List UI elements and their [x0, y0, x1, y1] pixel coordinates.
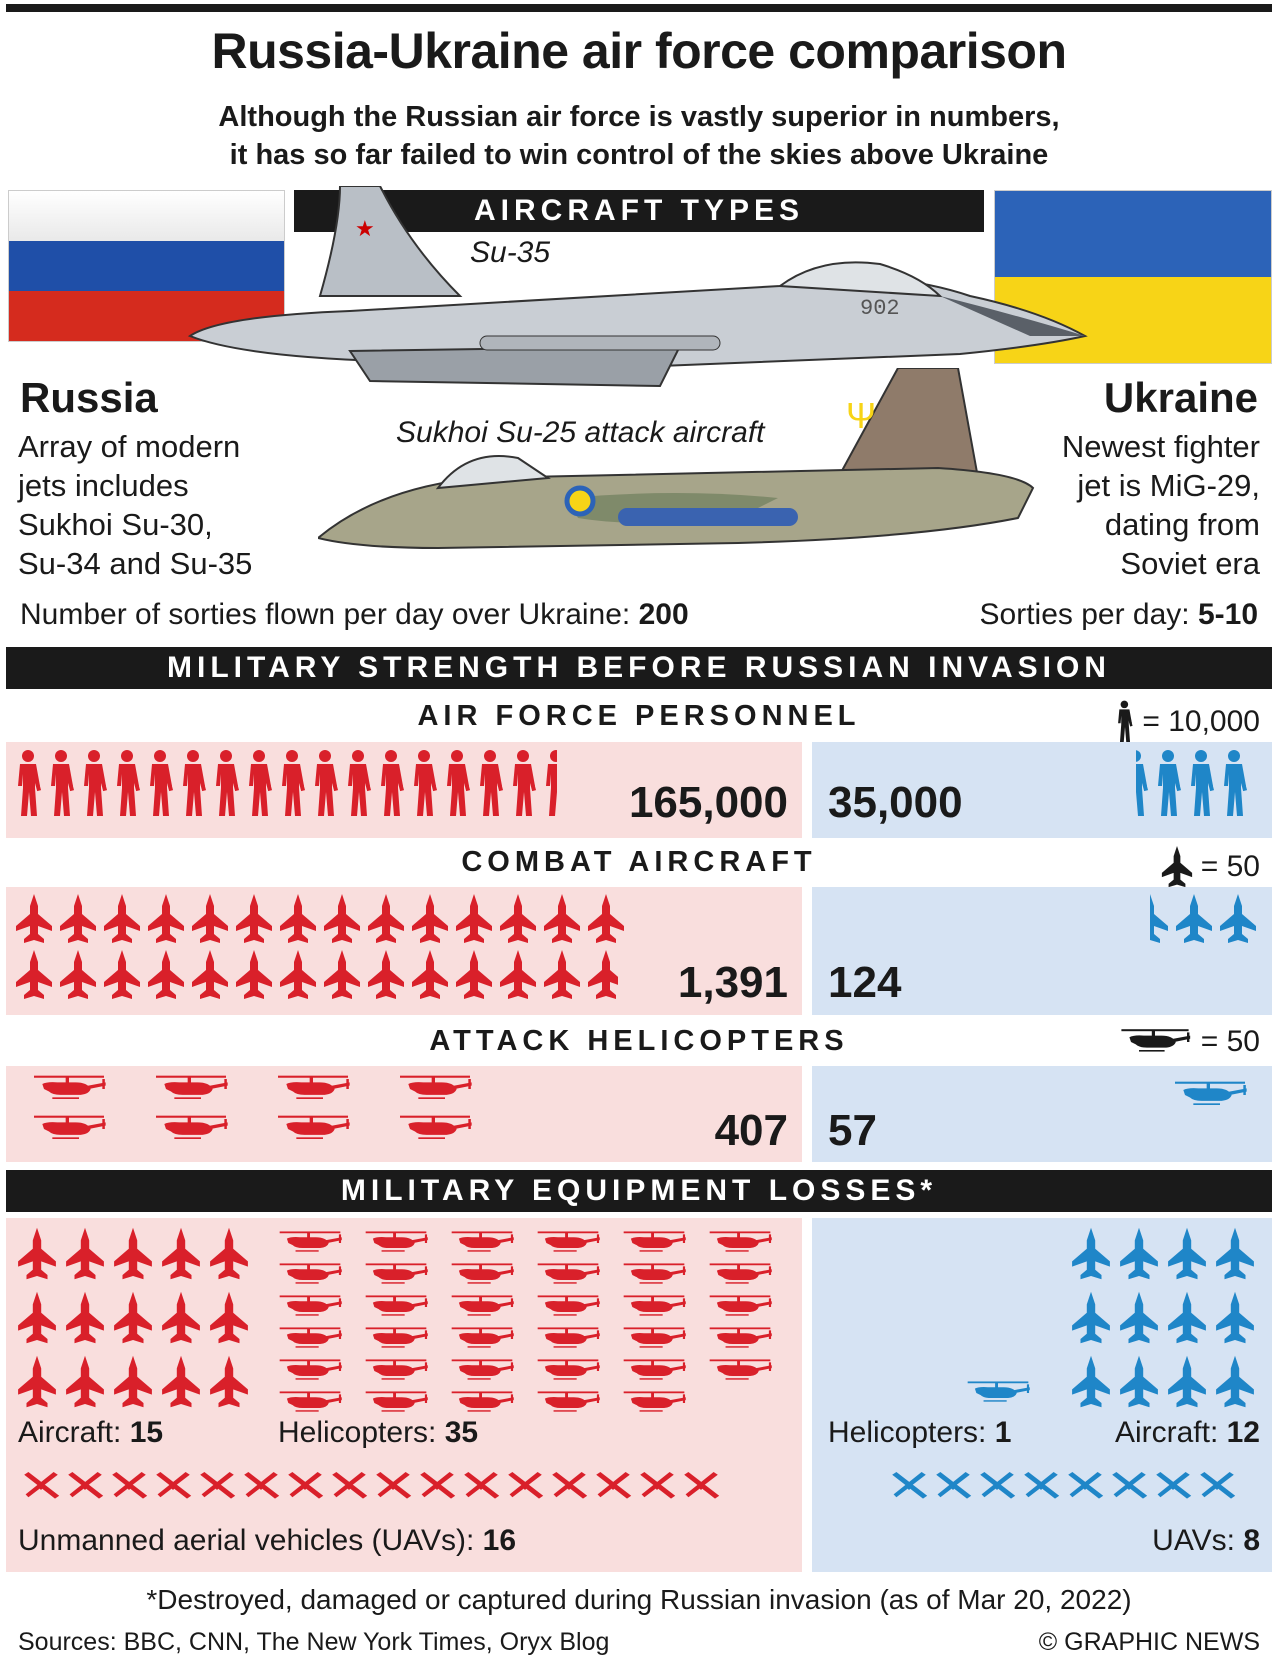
subtitle-line-1: Although the Russian air force is vastly superior in numbers,	[218, 101, 1060, 133]
uav-icon	[416, 1466, 458, 1506]
jet-icon	[1174, 894, 1214, 944]
jet-icon	[410, 894, 450, 944]
uav-icon	[592, 1466, 634, 1506]
uav-icon	[20, 1466, 62, 1506]
helicopter-icon	[272, 1230, 348, 1256]
losses-header: MILITARY EQUIPMENT LOSSES*	[6, 1170, 1272, 1212]
jet-icon	[542, 894, 582, 944]
helicopter-icon	[136, 1114, 246, 1144]
aircraft-legend	[1159, 846, 1260, 888]
uav-icon	[976, 1466, 1018, 1506]
helicopter-icon	[272, 1390, 348, 1416]
jet-icon	[278, 894, 318, 944]
jet-icon	[16, 1226, 58, 1282]
ukraine-description	[1062, 427, 1260, 583]
aircraft-section-title: COMBAT AIRCRAFT	[461, 846, 817, 878]
jet-icon	[16, 1290, 58, 1346]
footnote: *Destroyed, damaged or captured during Russian invasion (as of Mar 20, 2022)	[146, 1584, 1132, 1615]
jet-icon	[1214, 1226, 1256, 1282]
helicopter-icon	[444, 1294, 520, 1320]
helicopter-icon	[272, 1262, 348, 1288]
helicopter-icon	[444, 1358, 520, 1384]
soldier-icon	[476, 749, 506, 819]
ukraine-aircraft-value: 124	[828, 958, 902, 1007]
credit: © GRAPHIC NEWS	[1038, 1628, 1260, 1656]
helicopter-icon	[444, 1326, 520, 1352]
personnel-section-title: AIR FORCE PERSONNEL	[417, 700, 861, 732]
su25-label: Sukhoi Su-25 attack aircraft	[396, 416, 765, 449]
helicopter-icon	[530, 1262, 606, 1288]
uav-icon	[108, 1466, 150, 1506]
russia-loss-uav-label	[18, 1524, 516, 1558]
russia-desc-line: Array of modern	[18, 429, 241, 464]
helicopter-icon	[616, 1230, 692, 1256]
soldier-icon	[14, 749, 44, 819]
uav-icon	[680, 1466, 722, 1506]
jet-icon	[64, 1290, 106, 1346]
jet-icon	[1070, 1226, 1112, 1282]
su35-tail-number: 902	[860, 296, 900, 321]
jet-icon	[586, 950, 618, 1000]
jet-icon	[14, 950, 54, 1000]
uav-icon	[1196, 1466, 1238, 1506]
russia-description	[18, 427, 252, 583]
page-subtitle	[0, 98, 1278, 174]
russia-loss-aircraft-label	[18, 1416, 163, 1450]
russia-loss-aircraft-text: Aircraft:	[18, 1416, 130, 1449]
helicopter-icon	[616, 1390, 692, 1416]
russia-loss-helicopters-value: 35	[444, 1416, 479, 1449]
jet-icon	[190, 894, 230, 944]
uav-icon	[888, 1466, 930, 1506]
ukraine-loss-aircraft-label	[1115, 1416, 1260, 1450]
helicopter-icon	[272, 1358, 348, 1384]
jet-icon	[366, 950, 406, 1000]
helicopter-icon	[258, 1114, 368, 1144]
helicopter-icon	[702, 1326, 778, 1352]
jet-icon	[1070, 1354, 1112, 1410]
ukraine-loss-aircraft-value: 12	[1226, 1416, 1260, 1449]
ukraine-loss-helicopters-value: 1	[994, 1416, 1012, 1449]
soldier-icon	[1154, 749, 1184, 819]
jet-icon	[1070, 1290, 1112, 1346]
helicopter-icon	[702, 1358, 778, 1384]
uav-icon	[328, 1466, 370, 1506]
ukraine-personnel-icons	[1136, 749, 1253, 819]
helicopter-icon	[530, 1230, 606, 1256]
helicopter-icon	[136, 1074, 246, 1104]
jet-icon	[454, 950, 494, 1000]
ukraine-desc-line: dating from	[1104, 507, 1260, 542]
russia-desc-line: Sukhoi Su-30,	[18, 507, 213, 542]
ukraine-name: Ukraine	[1103, 374, 1258, 421]
russia-loss-uav-text: Unmanned aerial vehicles (UAVs):	[18, 1524, 483, 1557]
ukraine-aircraft-icons	[1150, 894, 1262, 944]
jet-icon	[64, 1226, 106, 1282]
russia-loss-helicopters-label	[278, 1416, 478, 1450]
personnel-legend-value: = 10,000	[1142, 705, 1260, 738]
russia-name: Russia	[20, 374, 158, 421]
russia-loss-helicopter-icons	[272, 1230, 802, 1416]
jet-icon	[112, 1354, 154, 1410]
uav-icon	[1020, 1466, 1062, 1506]
red-star-icon: ★	[355, 216, 375, 241]
ukraine-loss-uav-label	[1152, 1524, 1260, 1558]
jet-icon	[234, 894, 274, 944]
uav-icon	[548, 1466, 590, 1506]
jet-icon	[586, 894, 626, 944]
jet-icon	[322, 894, 362, 944]
jet-icon	[58, 950, 98, 1000]
helicopter-icon	[258, 1074, 368, 1104]
uav-icon	[1064, 1466, 1106, 1506]
helicopter-icon	[444, 1230, 520, 1256]
helicopter-icon	[530, 1390, 606, 1416]
trident-icon: Ψ	[846, 395, 877, 436]
soldier-icon	[443, 749, 473, 819]
helicopter-icon	[444, 1262, 520, 1288]
helicopter-icon	[702, 1294, 778, 1320]
jet-icon	[454, 894, 494, 944]
soldier-icon	[80, 749, 110, 819]
russia-aircraft-value: 1,391	[677, 958, 788, 1007]
jet-icon	[542, 950, 582, 1000]
ukraine-loss-uav-text: UAVs:	[1152, 1524, 1244, 1557]
helicopter-icon	[530, 1294, 606, 1320]
helicopter-icon	[1160, 1080, 1260, 1110]
ukraine-personnel-value: 35,000	[828, 778, 963, 827]
helicopter-icon	[358, 1230, 434, 1256]
russia-loss-uav-value: 16	[482, 1524, 517, 1557]
helicopter-icon	[358, 1262, 434, 1288]
soldier-icon	[542, 749, 557, 819]
jet-icon	[160, 1290, 202, 1346]
ukraine-sorties	[980, 598, 1258, 632]
ukraine-desc-line: jet is MiG-29,	[1077, 468, 1260, 503]
soldier-icon	[311, 749, 341, 819]
jet-icon	[1118, 1354, 1160, 1410]
helicopter-icon	[1150, 1080, 1160, 1110]
russia-personnel-value: 165,000	[628, 778, 788, 827]
uav-icon	[460, 1466, 502, 1506]
uav-icon	[372, 1466, 414, 1506]
helicopter-icon	[616, 1358, 692, 1384]
russia-desc-line: jets includes	[18, 468, 189, 503]
su35-label: Su-35	[470, 236, 551, 269]
jet-icon	[102, 950, 142, 1000]
uav-icon	[636, 1466, 678, 1506]
aircraft-types-header: AIRCRAFT TYPES	[294, 190, 984, 232]
ukraine-helicopter-icons	[1150, 1080, 1260, 1110]
russia-sorties	[20, 598, 689, 632]
helicopter-icon	[958, 1380, 1038, 1406]
helicopter-icon	[616, 1326, 692, 1352]
su25-illustration	[318, 368, 1038, 568]
jet-icon	[146, 950, 186, 1000]
subtitle-line-2: it has so far failed to win control of the skies above Ukraine	[229, 139, 1049, 171]
soldier-icon	[1114, 700, 1136, 744]
helicopters-legend-value: = 50	[1200, 1025, 1260, 1058]
soldier-icon	[1187, 749, 1217, 819]
jet-icon	[322, 950, 362, 1000]
ukraine-loss-uav-icons	[888, 1466, 1240, 1506]
helicopter-icon	[358, 1326, 434, 1352]
jet-icon	[1150, 894, 1170, 944]
ukraine-desc-line: Soviet era	[1120, 546, 1260, 581]
jet-icon	[498, 950, 538, 1000]
jet-icon	[102, 894, 142, 944]
russia-loss-aircraft-icons	[16, 1226, 266, 1410]
jet-icon	[14, 894, 54, 944]
jet-icon	[1118, 1226, 1160, 1282]
russia-loss-helicopters-text: Helicopters:	[278, 1416, 445, 1449]
military-strength-header: MILITARY STRENGTH BEFORE RUSSIAN INVASION	[6, 647, 1272, 689]
helicopter-icon	[616, 1294, 692, 1320]
russia-sorties-label: Number of sorties flown per day over Ukraine:	[20, 598, 639, 631]
jet-icon	[410, 950, 450, 1000]
jet-icon	[146, 894, 186, 944]
jet-icon	[112, 1226, 154, 1282]
helicopter-icon	[272, 1294, 348, 1320]
jet-icon	[1118, 1290, 1160, 1346]
jet-icon	[208, 1354, 250, 1410]
jet-icon	[234, 950, 274, 1000]
aircraft-legend-value: = 50	[1200, 850, 1260, 883]
helicopter-icon	[358, 1358, 434, 1384]
jet-icon	[160, 1226, 202, 1282]
russia-sorties-value: 200	[638, 598, 689, 631]
jet-icon	[58, 894, 98, 944]
soldier-icon	[377, 749, 407, 819]
ukraine-loss-uav-value: 8	[1243, 1524, 1260, 1557]
jet-icon	[208, 1290, 250, 1346]
helicopter-icon	[444, 1390, 520, 1416]
helicopter-icon	[358, 1294, 434, 1320]
uav-icon	[1152, 1466, 1194, 1506]
soldier-icon	[1220, 749, 1250, 819]
ukraine-helicopters-value: 57	[828, 1106, 877, 1155]
helicopter-icon	[702, 1230, 778, 1256]
jet-icon	[1214, 1354, 1256, 1410]
russia-helicopter-icons	[14, 1074, 514, 1184]
helicopters-section-title: ATTACK HELICOPTERS	[429, 1025, 849, 1057]
jet-icon	[112, 1290, 154, 1346]
ukraine-sorties-value: 5-10	[1197, 598, 1258, 631]
jet-icon	[1214, 1290, 1256, 1346]
helicopter-icon	[530, 1358, 606, 1384]
uav-icon	[64, 1466, 106, 1506]
jet-icon	[1166, 1226, 1208, 1282]
ukraine-loss-aircraft-text: Aircraft:	[1114, 1416, 1227, 1449]
jet-icon	[1166, 1354, 1208, 1410]
jet-icon	[190, 950, 230, 1000]
russia-loss-aircraft-value: 15	[129, 1416, 164, 1449]
jet-icon	[366, 894, 406, 944]
soldier-icon	[245, 749, 275, 819]
ukraine-loss-helicopters-label	[828, 1416, 1011, 1450]
helicopter-icon	[530, 1326, 606, 1352]
helicopter-icon	[1115, 1027, 1195, 1057]
jet-icon	[16, 1354, 58, 1410]
soldier-icon	[410, 749, 440, 819]
uav-icon	[152, 1466, 194, 1506]
soldier-icon	[344, 749, 374, 819]
personnel-legend	[1114, 700, 1260, 744]
ukraine-loss-helicopters-text: Helicopters:	[828, 1416, 995, 1449]
soldier-icon	[509, 749, 539, 819]
jet-icon	[498, 894, 538, 944]
russia-loss-uav-icons	[20, 1466, 724, 1506]
uav-icon	[240, 1466, 282, 1506]
helicopter-icon	[380, 1114, 490, 1144]
helicopters-legend	[1115, 1025, 1260, 1059]
soldier-icon	[113, 749, 143, 819]
uav-icon	[932, 1466, 974, 1506]
soldier-icon	[146, 749, 176, 819]
jet-icon	[1218, 894, 1258, 944]
helicopter-icon	[358, 1390, 434, 1416]
uav-icon	[1108, 1466, 1150, 1506]
uav-icon	[504, 1466, 546, 1506]
russia-aircraft-icons	[14, 894, 634, 1000]
helicopter-icon	[380, 1074, 490, 1104]
jet-icon	[208, 1226, 250, 1282]
russia-helicopters-value: 407	[714, 1106, 788, 1155]
jet-icon	[1159, 846, 1195, 888]
jet-icon	[1166, 1290, 1208, 1346]
soldier-icon	[212, 749, 242, 819]
helicopter-icon	[272, 1326, 348, 1352]
jet-icon	[278, 950, 318, 1000]
soldier-icon	[47, 749, 77, 819]
uav-icon	[284, 1466, 326, 1506]
soldier-icon	[278, 749, 308, 819]
ukraine-loss-aircraft-icons	[1070, 1226, 1270, 1410]
russia-personnel-icons	[14, 749, 560, 819]
ukraine-loss-helicopter-icons	[958, 1380, 1038, 1406]
helicopter-icon	[616, 1262, 692, 1288]
soldier-icon	[1136, 749, 1151, 819]
jet-icon	[64, 1354, 106, 1410]
top-rule	[6, 4, 1272, 12]
jet-icon	[160, 1354, 202, 1410]
ukraine-desc-line: Newest fighter	[1061, 429, 1260, 464]
soldier-icon	[179, 749, 209, 819]
helicopter-icon	[14, 1114, 124, 1144]
helicopter-icon	[702, 1262, 778, 1288]
russia-desc-line: Su-34 and Su-35	[18, 546, 253, 581]
ukraine-sorties-label: Sorties per day:	[979, 598, 1198, 631]
sources: Sources: BBC, CNN, The New York Times, Oryx Blog	[18, 1628, 610, 1656]
helicopter-icon	[14, 1074, 124, 1104]
page-title: Russia-Ukraine air force comparison	[211, 23, 1067, 79]
uav-icon	[196, 1466, 238, 1506]
